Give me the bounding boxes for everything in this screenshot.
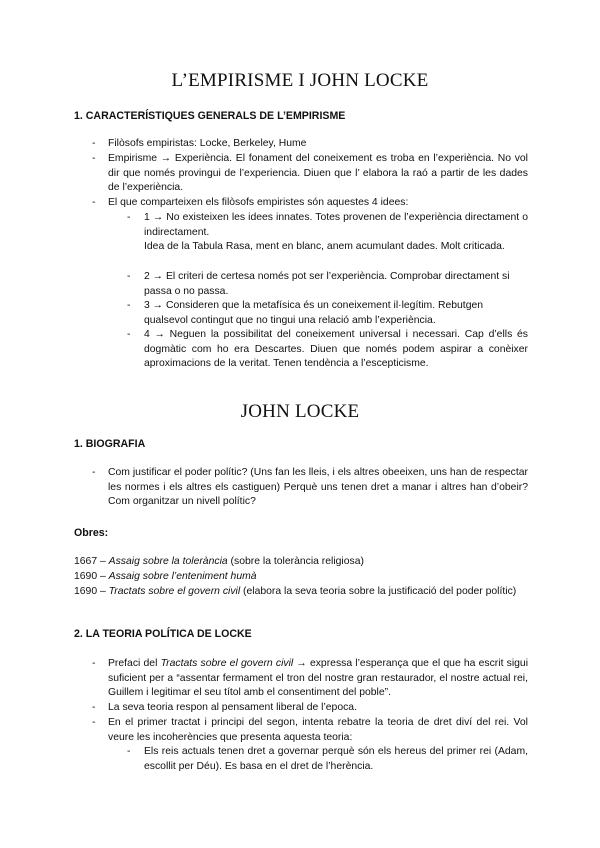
bullet-dash: - bbox=[92, 717, 96, 728]
work-1-desc: (sobre la tolerància religiosa) bbox=[230, 556, 364, 567]
s2-item-3: En el primer tractat i principi del segon, intenta rebatre la teoria de dret diví del rei. Vol veure les incoherències que presenta aquesta teoria: bbox=[108, 717, 528, 743]
s2-item-1 bbox=[108, 657, 528, 701]
main-title: L’EMPIRISME I JOHN LOCKE bbox=[171, 70, 429, 91]
bio-item: Com justificar el poder polític? (Uns fan les lleis, i els altres obeeixen, uns han de respectar les normes i els altres els castiguen) Perquè uns tenen dret a manar i altres han d’obeir? Com organitzar un nivell polític? bbox=[108, 467, 528, 508]
s2-sub-1: Els reis actuals tenen dret a governar perquè són els hereus del primer rei (Adam, escollit per Déu). Es basa en el dret de l’herència. bbox=[144, 746, 528, 772]
bullet-dash: - bbox=[92, 138, 96, 149]
section2-heading: 2. LA TEORIA POLÍTICA DE LOCKE bbox=[74, 628, 252, 640]
bullet-dash: - bbox=[127, 212, 131, 223]
s2-item-2: La seva teoria respon al pensament liberal de l’epoca. bbox=[108, 702, 357, 713]
s1-item-3: El que comparteixen els filòsofs empiristes són aquestes 4 idees: bbox=[108, 197, 409, 208]
bullet-dash: - bbox=[92, 658, 96, 669]
bullet-dash: - bbox=[127, 300, 131, 311]
s1-sub-1-cont: Idea de la Tabula Rasa, ment en blanc, anem acumulant dades. Molt criticada. bbox=[144, 241, 505, 252]
bullet-dash: - bbox=[92, 197, 96, 208]
work-3-desc: (elabora la seva teoria sobre la justificació del poder polític) bbox=[243, 586, 517, 597]
work-1-year: 1667 – bbox=[74, 556, 106, 567]
bio-heading: 1. BIOGRAFIA bbox=[74, 438, 146, 450]
work-2-title: Assaig sobre l’enteniment humà bbox=[108, 571, 257, 582]
s1-sub-4: 4 → Neguen la possibilitat del coneixement universal i necessari. Cap d’ells és dogmàtic com ho era Descartes. Diuen que només podem aspirar a conèixer aproximacions de la veritat. Tenen tendència a l’escepticisme. bbox=[144, 329, 528, 370]
s1-sub-3: 3 → Consideren que la metafísica és un coneixement il·legítim. Rebutgen qualsevol contingut que no tingui una relació amb l’experiència. bbox=[144, 300, 484, 326]
work-2-year: 1690 – bbox=[74, 571, 106, 582]
work-2 bbox=[74, 570, 528, 585]
work-3 bbox=[74, 585, 528, 600]
work-1-title: Assaig sobre la tolerància bbox=[108, 556, 228, 567]
bullet-dash: - bbox=[92, 153, 96, 164]
s2-item-1-post: → expressa l’esperança que el que ha escrit sigui suficient per a “assentar fermament el tron del nostre gran restaurador, el nostre actual rei, Guillem i legitimar el seu títol amb el consentiment del poble”. bbox=[108, 658, 528, 699]
s2-item-1-italic: Tractats sobre el govern civil bbox=[160, 658, 294, 669]
bullet-dash: - bbox=[127, 746, 131, 757]
bullet-dash: - bbox=[92, 702, 96, 713]
locke-title: JOHN LOCKE bbox=[240, 401, 360, 422]
s2-item-1-pre: Prefaci del bbox=[108, 658, 158, 669]
work-3-title: Tractats sobre el govern civil bbox=[108, 586, 241, 597]
s1-sub-1: 1 → No existeixen les idees innates. Totes provenen de l’experiència directament o indirectament. bbox=[144, 212, 528, 238]
s1-item-1: Filòsofs empiristas: Locke, Berkeley, Hume bbox=[108, 138, 307, 149]
work-3-year: 1690 – bbox=[74, 586, 106, 597]
work-1 bbox=[74, 555, 528, 570]
s1-item-2: Empirisme → Experiència. El fonament del coneixement es troba en l’experiència. No vol dir que només provingui de l’experiencia. Diuen que l’ elabora la raó a partir de les dades de l’experiència. bbox=[108, 153, 528, 194]
bullet-dash: - bbox=[127, 271, 131, 282]
bullet-dash: - bbox=[92, 467, 96, 478]
obres-heading: Obres: bbox=[74, 527, 109, 539]
bullet-dash: - bbox=[127, 329, 131, 340]
s1-sub-2: 2 → El criteri de certesa només pot ser l’experiència. Comprobar directament si passa o no passa. bbox=[144, 271, 510, 297]
section1-heading: 1. CARACTERÍSTIQUES GENERALS DE L’EMPIRISME bbox=[74, 110, 346, 122]
